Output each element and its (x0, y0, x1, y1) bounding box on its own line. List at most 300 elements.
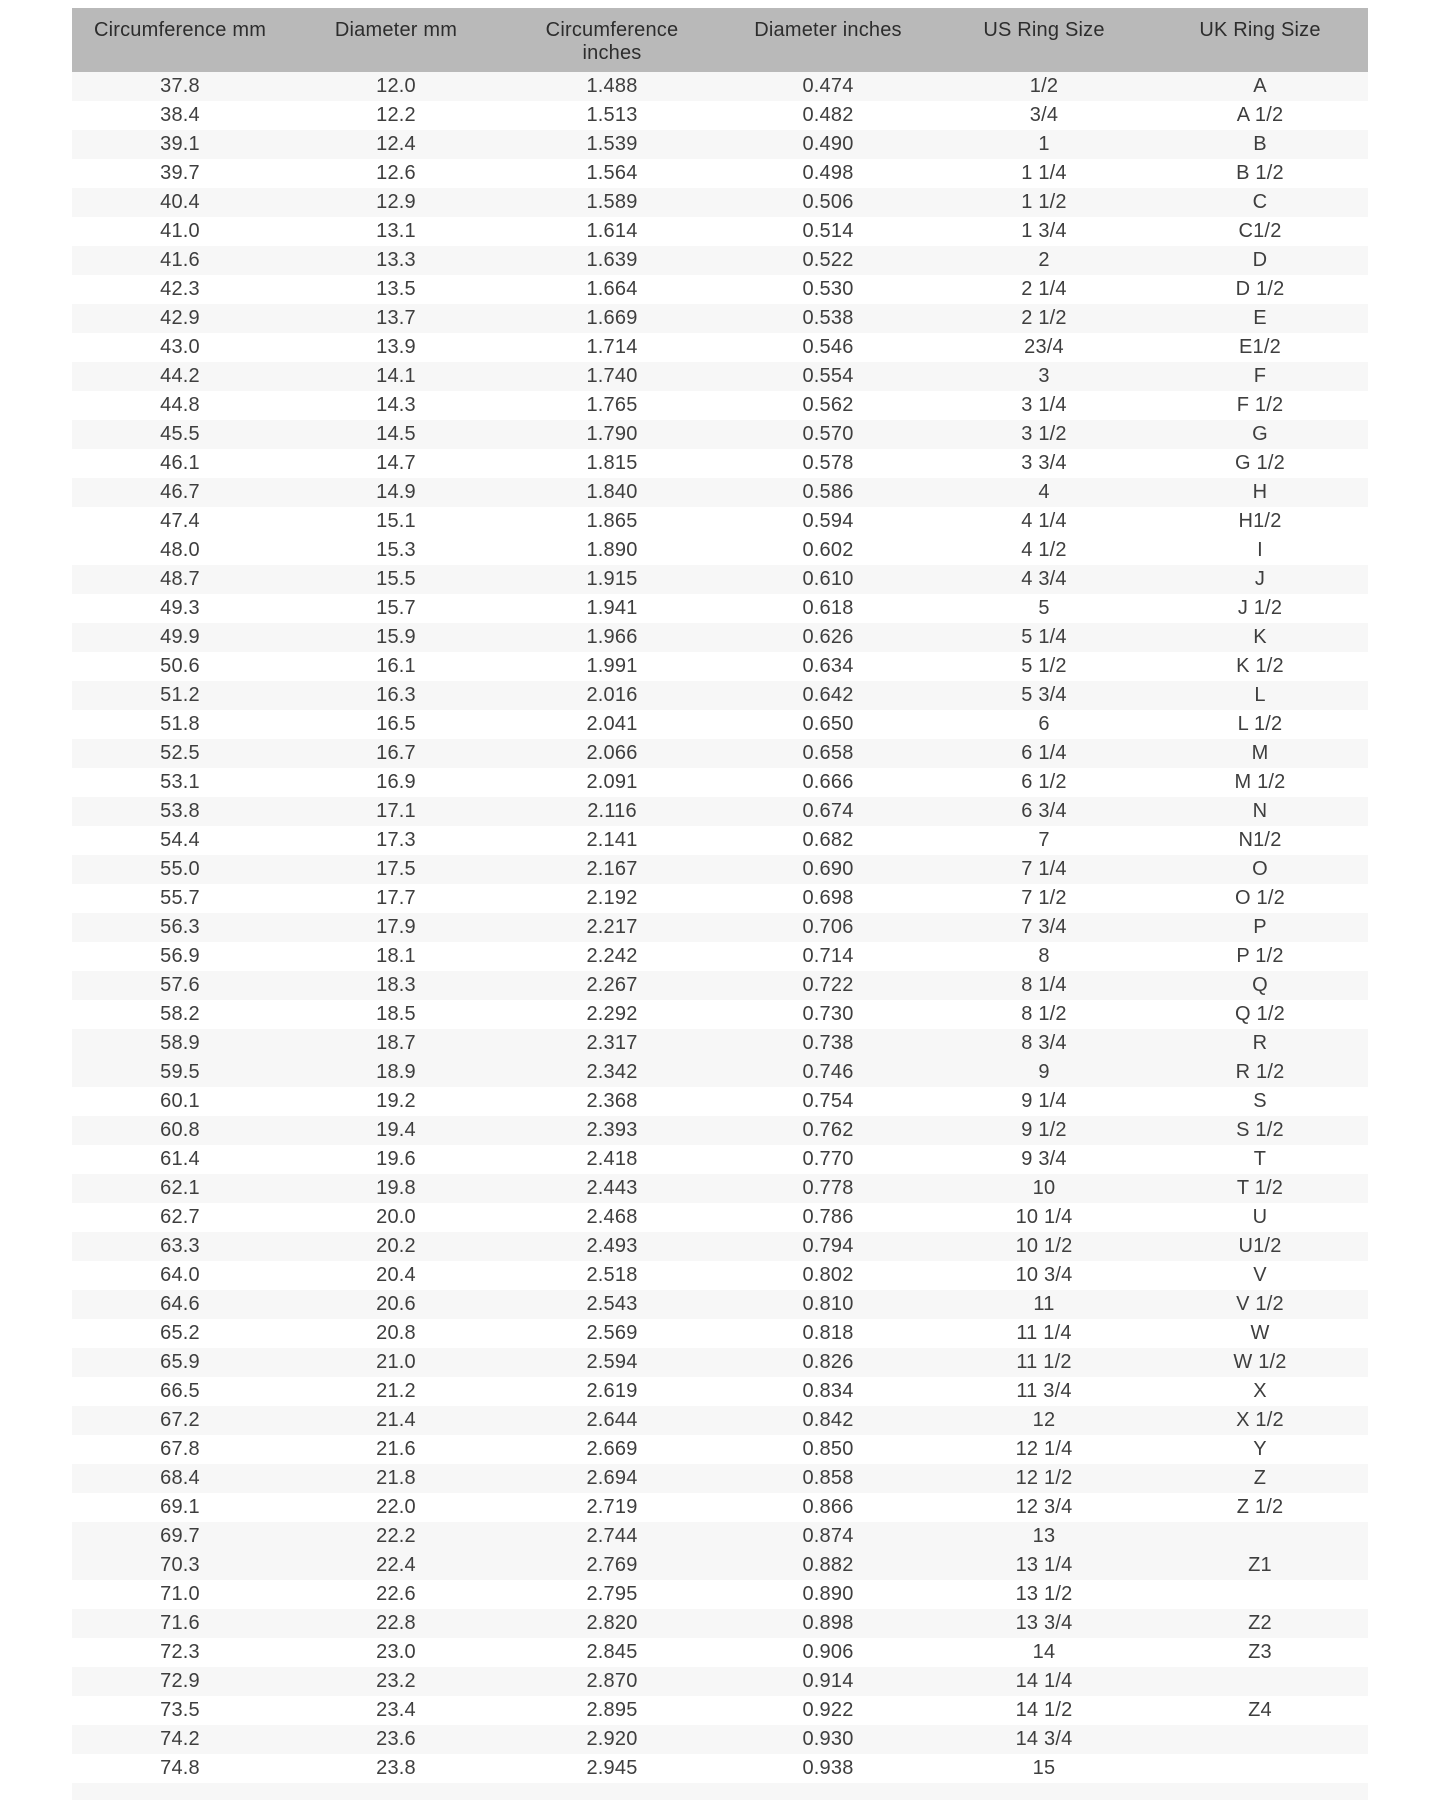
table-cell: 2.669 (586, 1438, 638, 1460)
table-cell: 62.1 (160, 1177, 200, 1199)
table-cell: N1/2 (1238, 829, 1282, 851)
table-cell: C1/2 (1238, 220, 1282, 242)
table-row (72, 362, 1368, 391)
table-cell: 0.634 (802, 655, 854, 677)
table-cell: 7 1/2 (1021, 887, 1067, 909)
table-cell: 59.5 (160, 1061, 200, 1083)
table-row (72, 623, 1368, 652)
table-cell: 1.714 (586, 336, 638, 358)
table-cell: 48.7 (160, 568, 200, 590)
table-cell: 64.0 (160, 1264, 200, 1286)
table-cell: 17.7 (376, 887, 416, 909)
table-cell: 13.1 (376, 220, 416, 242)
table-cell: Z4 (1248, 1699, 1272, 1721)
table-cell: 11 1/2 (1016, 1351, 1072, 1373)
table-cell: S (1253, 1090, 1267, 1112)
table-cell: 0.834 (802, 1380, 854, 1402)
table-row (72, 1145, 1368, 1174)
table-cell: Z 1/2 (1236, 1496, 1284, 1518)
table-cell: 1.564 (586, 162, 638, 184)
table-row (72, 1522, 1368, 1551)
table-cell: 65.2 (160, 1322, 200, 1344)
table-cell: 8 1/2 (1021, 1003, 1067, 1025)
table-cell: 4 (1038, 481, 1050, 503)
table-cell: 6 1/4 (1021, 742, 1067, 764)
table-cell: 55.0 (160, 858, 200, 880)
table-cell: 1.539 (586, 133, 638, 155)
table-cell: 13.7 (376, 307, 416, 329)
table-cell: 50.6 (160, 655, 200, 677)
table-row (72, 1029, 1368, 1058)
table-cell: 2.242 (586, 945, 638, 967)
table-cell: W (1250, 1322, 1270, 1344)
table-row (72, 1377, 1368, 1406)
table-cell: 18.1 (376, 945, 416, 967)
table-cell: 1.639 (586, 249, 638, 271)
table-cell: 0.570 (802, 423, 854, 445)
table-cell: 2 (1038, 249, 1050, 271)
table-cell: 12.0 (376, 75, 416, 97)
table-cell: 0.610 (802, 568, 854, 590)
table-cell: 67.2 (160, 1409, 200, 1431)
table-cell: 1.488 (586, 75, 638, 97)
table-cell: 2.443 (586, 1177, 638, 1199)
table-cell: 0.602 (802, 539, 854, 561)
table-cell: 42.3 (160, 278, 200, 300)
table-cell: 18.7 (376, 1032, 416, 1054)
table-cell: 45.5 (160, 423, 200, 445)
table-cell: 2.820 (586, 1612, 638, 1634)
table-cell: 0.858 (802, 1467, 854, 1489)
table-cell: 43.0 (160, 336, 200, 358)
table-cell: 2.342 (586, 1061, 638, 1083)
table-cell: 11 1/4 (1016, 1322, 1072, 1344)
table-cell: 16.1 (376, 655, 416, 677)
table-row (72, 1696, 1368, 1725)
table-cell: 0.866 (802, 1496, 854, 1518)
table-cell: 0.930 (802, 1728, 854, 1750)
table-cell: D 1/2 (1235, 278, 1285, 300)
table-row (72, 942, 1368, 971)
table-row (72, 1087, 1368, 1116)
table-cell: 10 1/2 (1015, 1235, 1073, 1257)
table-cell: 2.870 (586, 1670, 638, 1692)
table-cell: 66.5 (160, 1380, 200, 1402)
table-cell: 1 1/4 (1021, 162, 1067, 184)
table-cell: 47.4 (160, 510, 200, 532)
table-cell: 19.6 (376, 1148, 416, 1170)
table-cell: 55.7 (160, 887, 200, 909)
table-cell: Q 1/2 (1235, 1003, 1285, 1025)
table-row (72, 1754, 1368, 1783)
table-cell: 71.6 (160, 1612, 200, 1634)
table-cell (1152, 1522, 1368, 1551)
table-cell: 2.116 (587, 800, 637, 822)
table-cell: U (1252, 1206, 1268, 1228)
table-cell: M (1251, 742, 1269, 764)
table-cell: X 1/2 (1236, 1409, 1284, 1431)
table-cell: 72.9 (160, 1670, 200, 1692)
table-cell: E (1253, 307, 1267, 329)
table-cell: 0.482 (802, 104, 854, 126)
table-cell: 1 3/4 (1021, 220, 1067, 242)
table-cell: 21.2 (376, 1380, 416, 1402)
table-cell: 0.658 (802, 742, 854, 764)
table-cell: 2.569 (586, 1322, 638, 1344)
table-cell: 14 (1032, 1641, 1056, 1663)
table-cell: 3 3/4 (1021, 452, 1067, 474)
table-cell: R (1252, 1032, 1268, 1054)
table-cell: 2.769 (586, 1554, 638, 1576)
table-cell: 2.141 (586, 829, 638, 851)
table-cell: 0.722 (802, 974, 854, 996)
table-cell: O (1252, 858, 1268, 880)
table-cell: 12 3/4 (1015, 1496, 1073, 1518)
table-cell: 5 1/4 (1021, 626, 1067, 648)
table-cell: 2.368 (586, 1090, 638, 1112)
table-cell: 14.7 (376, 452, 416, 474)
table-cell: 13.3 (376, 249, 416, 271)
table-cell: 23.6 (376, 1728, 416, 1750)
table-cell: 1 1/2 (1021, 191, 1067, 213)
table-cell: 3 1/2 (1021, 423, 1067, 445)
table-cell: 2.267 (586, 974, 638, 996)
table-cell: 3 (1038, 365, 1050, 387)
table-header (72, 8, 1368, 72)
table-cell: 70.3 (160, 1554, 200, 1576)
partial-row-strip (72, 1783, 1368, 1800)
table-cell: 2.845 (586, 1641, 638, 1663)
table-cell: 1.664 (586, 278, 638, 300)
table-cell: Z1 (1248, 1554, 1272, 1576)
table-cell: 0.554 (802, 365, 854, 387)
table-row (72, 1406, 1368, 1435)
table-cell: 2.418 (586, 1148, 638, 1170)
table-cell: 0.690 (802, 858, 854, 880)
table-cell: 0.698 (802, 887, 854, 909)
table-cell: 0.874 (802, 1525, 854, 1547)
table-row (72, 188, 1368, 217)
table-cell: 20.4 (376, 1264, 416, 1286)
table-row (72, 971, 1368, 1000)
table-cell: 12.2 (376, 104, 416, 126)
table-cell: 2.091 (586, 771, 638, 793)
table-cell: 13 3/4 (1015, 1612, 1073, 1634)
table-cell: 11 3/4 (1016, 1380, 1072, 1402)
table-cell: 0.906 (802, 1641, 854, 1663)
table-cell: 15.5 (376, 568, 416, 590)
table-cell: 72.3 (160, 1641, 200, 1663)
table-cell: 0.666 (802, 771, 854, 793)
table-cell: 39.7 (160, 162, 200, 184)
table-row (72, 507, 1368, 536)
table-cell: 2.744 (586, 1525, 638, 1547)
table-cell: 49.9 (160, 626, 200, 648)
table-cell: 2.016 (586, 684, 638, 706)
table-row (72, 565, 1368, 594)
table-cell: 0.490 (802, 133, 854, 155)
table-row (72, 1551, 1368, 1580)
table-cell: 9 (1038, 1061, 1050, 1083)
table-cell: 52.5 (160, 742, 200, 764)
table-cell (1152, 1754, 1368, 1783)
table-cell: 61.4 (160, 1148, 200, 1170)
table-cell: D (1252, 249, 1268, 271)
table-cell: 1.513 (586, 104, 638, 126)
table-cell: 22.8 (376, 1612, 416, 1634)
table-cell: 60.8 (160, 1119, 200, 1141)
table-cell: W 1/2 (1233, 1351, 1287, 1373)
table-cell: 2.945 (586, 1757, 638, 1779)
table-cell: P (1253, 916, 1267, 938)
table-cell: 16.7 (376, 742, 416, 764)
table-cell: Z2 (1248, 1612, 1272, 1634)
table-cell: 10 3/4 (1015, 1264, 1073, 1286)
table-cell: 4 1/4 (1021, 510, 1067, 532)
table-cell: 19.2 (376, 1090, 416, 1112)
table-cell: E1/2 (1239, 336, 1281, 358)
table-cell: 4 1/2 (1021, 539, 1067, 561)
table-row (72, 1638, 1368, 1667)
table-cell: 23.0 (376, 1641, 416, 1663)
table-row (72, 1667, 1368, 1696)
table-cell: 2.292 (586, 1003, 638, 1025)
table-cell: 2.217 (586, 916, 638, 938)
table-cell: 16.9 (376, 771, 416, 793)
table-cell (1152, 1667, 1368, 1696)
table-row (72, 826, 1368, 855)
table-cell: 0.498 (802, 162, 854, 184)
table-cell: J 1/2 (1237, 597, 1283, 619)
table-cell: 1 (1038, 133, 1050, 155)
table-cell: 65.9 (160, 1351, 200, 1373)
table-cell: 12.4 (376, 133, 416, 155)
table-cell: 10 1/4 (1015, 1206, 1073, 1228)
table-row (72, 101, 1368, 130)
table-row (72, 855, 1368, 884)
table-row (72, 739, 1368, 768)
table-cell: 12 1/4 (1015, 1438, 1073, 1460)
table-cell: 0.762 (802, 1119, 854, 1141)
table-cell: 13 1/2 (1015, 1583, 1073, 1605)
table-row (72, 1116, 1368, 1145)
table-cell: 0.514 (802, 220, 854, 242)
table-cell: 2 1/4 (1021, 278, 1067, 300)
table-cell: 3/4 (1029, 104, 1059, 126)
table-cell: 7 (1038, 829, 1050, 851)
table-cell: 46.1 (160, 452, 200, 474)
table-cell: 0.538 (802, 307, 854, 329)
table-cell: 14.3 (376, 394, 416, 416)
table-cell: 56.3 (160, 916, 200, 938)
table-cell: 6 3/4 (1021, 800, 1067, 822)
table-row (72, 72, 1368, 101)
column-header-uk-ring-size: UK Ring Size (1152, 8, 1368, 72)
table-cell: 0.922 (802, 1699, 854, 1721)
table-cell: 12 (1032, 1409, 1056, 1431)
table-cell: 0.674 (802, 800, 854, 822)
table-cell: X (1253, 1380, 1267, 1402)
table-cell: 51.2 (160, 684, 200, 706)
table-cell (1152, 1580, 1368, 1609)
table-cell: 20.0 (376, 1206, 416, 1228)
table-cell: 0.562 (802, 394, 854, 416)
table-cell: 73.5 (160, 1699, 200, 1721)
table-cell: T (1253, 1148, 1267, 1170)
table-cell: 39.1 (160, 133, 200, 155)
table-cell: F (1253, 365, 1267, 387)
table-cell: 49.3 (160, 597, 200, 619)
table-cell: 2.468 (586, 1206, 638, 1228)
table-cell: 18.5 (376, 1003, 416, 1025)
table-cell: K (1253, 626, 1267, 648)
table-cell: 6 (1038, 713, 1050, 735)
table-cell: 17.9 (376, 916, 416, 938)
table-cell: 11 (1033, 1293, 1055, 1315)
table-cell: 0.818 (802, 1322, 854, 1344)
table-row (72, 1000, 1368, 1029)
table-cell: 0.890 (802, 1583, 854, 1605)
table-cell: 2.644 (586, 1409, 638, 1431)
table-cell: 0.650 (802, 713, 854, 735)
table-row (72, 333, 1368, 362)
table-cell: 53.8 (160, 800, 200, 822)
table-cell: 16.5 (376, 713, 416, 735)
table-cell: V (1253, 1264, 1267, 1286)
table-cell: 2.543 (586, 1293, 638, 1315)
table-row (72, 420, 1368, 449)
table-cell: 60.1 (160, 1090, 200, 1112)
table-cell: 51.8 (160, 713, 200, 735)
table-cell: 0.642 (802, 684, 854, 706)
table-cell: 21.0 (376, 1351, 416, 1373)
table-cell: K 1/2 (1236, 655, 1284, 677)
table-cell: 0.578 (802, 452, 854, 474)
table-cell: 0.626 (802, 626, 854, 648)
table-row (72, 1058, 1368, 1087)
table-cell: 22.0 (376, 1496, 416, 1518)
table-cell: 0.898 (802, 1612, 854, 1634)
table-cell: 69.1 (160, 1496, 200, 1518)
table-cell: 1.890 (586, 539, 638, 561)
table-row (72, 1290, 1368, 1319)
table-row (72, 449, 1368, 478)
column-header-circumference-mm: Circumference mm (72, 8, 288, 72)
table-cell: 74.2 (160, 1728, 200, 1750)
table-cell: 7 3/4 (1021, 916, 1067, 938)
table-cell: Y (1253, 1438, 1267, 1460)
table-cell: N (1252, 800, 1268, 822)
table-cell: 0.810 (802, 1293, 854, 1315)
table-cell: 20.2 (376, 1235, 416, 1257)
table-cell: B 1/2 (1236, 162, 1284, 184)
table-row (72, 130, 1368, 159)
table-cell: 38.4 (160, 104, 200, 126)
table-cell: 71.0 (160, 1583, 200, 1605)
table-cell: 14 1/2 (1015, 1699, 1073, 1721)
table-cell: 0.730 (802, 1003, 854, 1025)
table-cell: 2.518 (586, 1264, 638, 1286)
table-cell: 9 1/2 (1021, 1119, 1067, 1141)
table-cell: H (1252, 481, 1268, 503)
table-cell: 0.714 (802, 945, 854, 967)
table-cell: 57.6 (160, 974, 200, 996)
table-cell: 44.2 (160, 365, 200, 387)
table-cell: 0.786 (802, 1206, 854, 1228)
table-cell: 0.530 (802, 278, 854, 300)
table-cell: 12.6 (376, 162, 416, 184)
table-cell: T 1/2 (1236, 1177, 1284, 1199)
table-cell: H1/2 (1238, 510, 1282, 532)
table-cell: 0.522 (802, 249, 854, 271)
table-cell: 2.920 (586, 1728, 638, 1750)
table-cell: A 1/2 (1236, 104, 1284, 126)
table-row (72, 594, 1368, 623)
table-row (72, 1203, 1368, 1232)
table-cell: 1/2 (1029, 75, 1059, 97)
column-header-circumference-inches: Circumference inches (504, 8, 720, 72)
table-cell: 14.9 (376, 481, 416, 503)
table-cell: 21.6 (376, 1438, 416, 1460)
table-cell: 5 3/4 (1021, 684, 1067, 706)
table-cell: 44.8 (160, 394, 200, 416)
table-cell: 0.842 (802, 1409, 854, 1431)
table-cell: 41.0 (160, 220, 200, 242)
table-cell: 17.1 (376, 800, 416, 822)
table-row (72, 710, 1368, 739)
table-cell: 9 3/4 (1021, 1148, 1067, 1170)
table-row (72, 652, 1368, 681)
table-cell: M 1/2 (1234, 771, 1286, 793)
table-cell: 69.7 (160, 1525, 200, 1547)
table-cell: U1/2 (1238, 1235, 1282, 1257)
table-cell: G (1252, 423, 1268, 445)
table-cell: 2.694 (586, 1467, 638, 1489)
table-cell: 4 3/4 (1021, 568, 1067, 590)
table-row (72, 681, 1368, 710)
table-row (72, 1174, 1368, 1203)
table-cell: P 1/2 (1236, 945, 1284, 967)
table-cell: 14 3/4 (1015, 1728, 1073, 1750)
table-cell: 5 (1038, 597, 1050, 619)
table-cell: 41.6 (160, 249, 200, 271)
table-row (72, 1348, 1368, 1377)
table-cell: 0.506 (802, 191, 854, 213)
table-row (72, 1319, 1368, 1348)
table-cell: 22.4 (376, 1554, 416, 1576)
table-cell: 2.393 (586, 1119, 638, 1141)
table-cell: 15.9 (376, 626, 416, 648)
table-row (72, 1232, 1368, 1261)
table-cell: 1.915 (586, 568, 638, 590)
table-cell: 19.4 (376, 1119, 416, 1141)
table-cell: 16.3 (376, 684, 416, 706)
table-cell: O 1/2 (1235, 887, 1285, 909)
table-row (72, 884, 1368, 913)
table-cell: 0.794 (802, 1235, 854, 1257)
table-cell: 2.167 (586, 858, 638, 880)
table-cell: 2.066 (586, 742, 638, 764)
table-row (72, 768, 1368, 797)
table-cell: 15 (1032, 1757, 1056, 1779)
table-cell: 23/4 (1024, 336, 1064, 358)
table-cell: 20.6 (376, 1293, 416, 1315)
table-cell: 0.826 (802, 1351, 854, 1373)
table-cell: 62.7 (160, 1206, 200, 1228)
table-cell: A (1253, 75, 1267, 97)
table-cell: 2.317 (586, 1032, 638, 1054)
table-cell: 8 1/4 (1021, 974, 1067, 996)
